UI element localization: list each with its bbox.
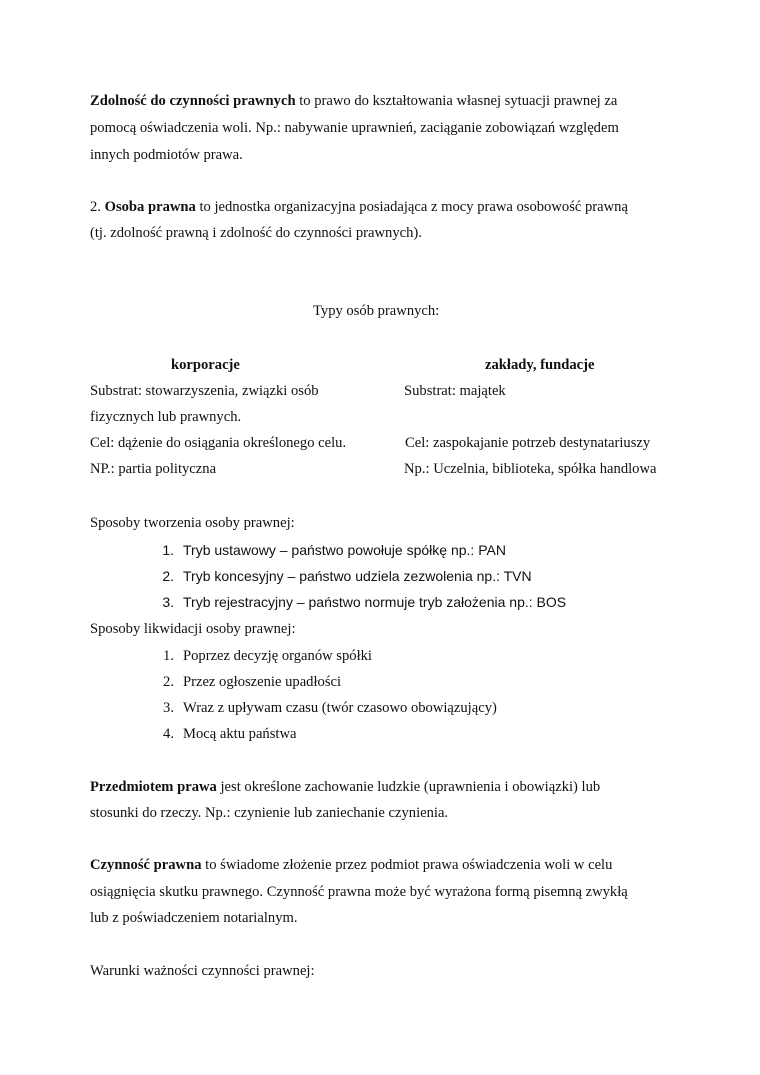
- term-zdolnosc: Zdolność do czynności prawnych: [90, 93, 296, 109]
- right-col-header: zakłady, fundacje: [485, 357, 595, 373]
- para4-line2: osiągnięcia skutku prawnego. Czynność prawna może być wyrażona formą pisemną zwykłą: [90, 884, 628, 900]
- para1-line3: innych podmiotów prawa.: [90, 147, 243, 163]
- right-col-line2: Cel: zaspokajanie potrzeb destynatariuszy: [405, 435, 651, 451]
- list-text: Przez ogłoszenie upadłości: [183, 674, 342, 690]
- types-title: Typy osób prawnych:: [313, 303, 440, 319]
- para2-line1: [90, 198, 628, 216]
- list-text: Mocą aktu państwa: [183, 726, 297, 742]
- left-col-line4: NP.: partia polityczna: [90, 461, 217, 477]
- para5-line1: Warunki ważności czynności prawnej:: [90, 963, 315, 979]
- liquidation-title: Sposoby likwidacji osoby prawnej:: [90, 621, 296, 637]
- left-col-line3: Cel: dążenie do osiągania określonego celu.: [90, 435, 347, 451]
- para2-line2: (tj. zdolność prawną i zdolność do czynności prawnych).: [90, 225, 422, 241]
- list-text: Tryb koncesyjny – państwo udziela zezwolenia np.: TVN: [183, 568, 532, 584]
- list-number: 3.: [162, 594, 174, 610]
- list-number: 2.: [162, 568, 174, 584]
- list-number: 3.: [163, 700, 174, 716]
- list-text: Poprzez decyzję organów spółki: [183, 648, 372, 664]
- list-text: Tryb rejestracyjny – państwo normuje tryb założenia np.: BOS: [183, 594, 567, 610]
- para1-line2: pomocą oświadczenia woli. Np.: nabywanie uprawnień, zaciąganie zobowiązań względem: [90, 120, 619, 136]
- left-col-line2: fizycznych lub prawnych.: [90, 409, 242, 425]
- term-osoba-prawna: Osoba prawna: [104, 199, 196, 215]
- term-czynnosc-prawna: Czynność prawna: [90, 857, 202, 873]
- para2-prefix: 2.: [90, 199, 105, 215]
- para3-line1: [90, 778, 600, 796]
- para2-text1: to jednostka organizacyjna posiadająca z mocy prawa osobowość prawną: [195, 199, 628, 215]
- right-col-line3: Np.: Uczelnia, biblioteka, spółka handlowa: [404, 461, 657, 477]
- left-col-header: korporacje: [171, 357, 240, 373]
- list-text: Tryb ustawowy – państwo powołuje spółkę np.: PAN: [183, 542, 506, 558]
- para4-text1: to świadome złożenie przez podmiot prawa oświadczenia woli w celu: [201, 857, 613, 873]
- list-number: 2.: [163, 674, 174, 690]
- right-col-line1: Substrat: majątek: [404, 383, 506, 399]
- para1-text1: to prawo do kształtowania własnej sytuacji prawnej za: [295, 93, 618, 109]
- term-przedmiot-prawa: Przedmiotem prawa: [90, 779, 217, 795]
- para3-line2: stosunki do rzeczy. Np.: czynienie lub zaniechanie czynienia.: [90, 805, 449, 821]
- list-number: 1.: [163, 648, 174, 664]
- para4-line1: [90, 856, 612, 874]
- para4-line3: lub z poświadczeniem notarialnym.: [90, 910, 298, 926]
- creation-title: Sposoby tworzenia osoby prawnej:: [90, 515, 295, 531]
- left-col-line1: Substrat: stowarzyszenia, związki osób: [90, 383, 319, 399]
- list-text: Wraz z upływam czasu (twór czasowo obowiązujący): [183, 700, 497, 716]
- list-number: 4.: [163, 726, 174, 742]
- para1-line1: [90, 92, 617, 110]
- list-number: 1.: [162, 542, 174, 558]
- para3-text1: jest określone zachowanie ludzkie (uprawnienia i obowiązki) lub: [216, 779, 601, 795]
